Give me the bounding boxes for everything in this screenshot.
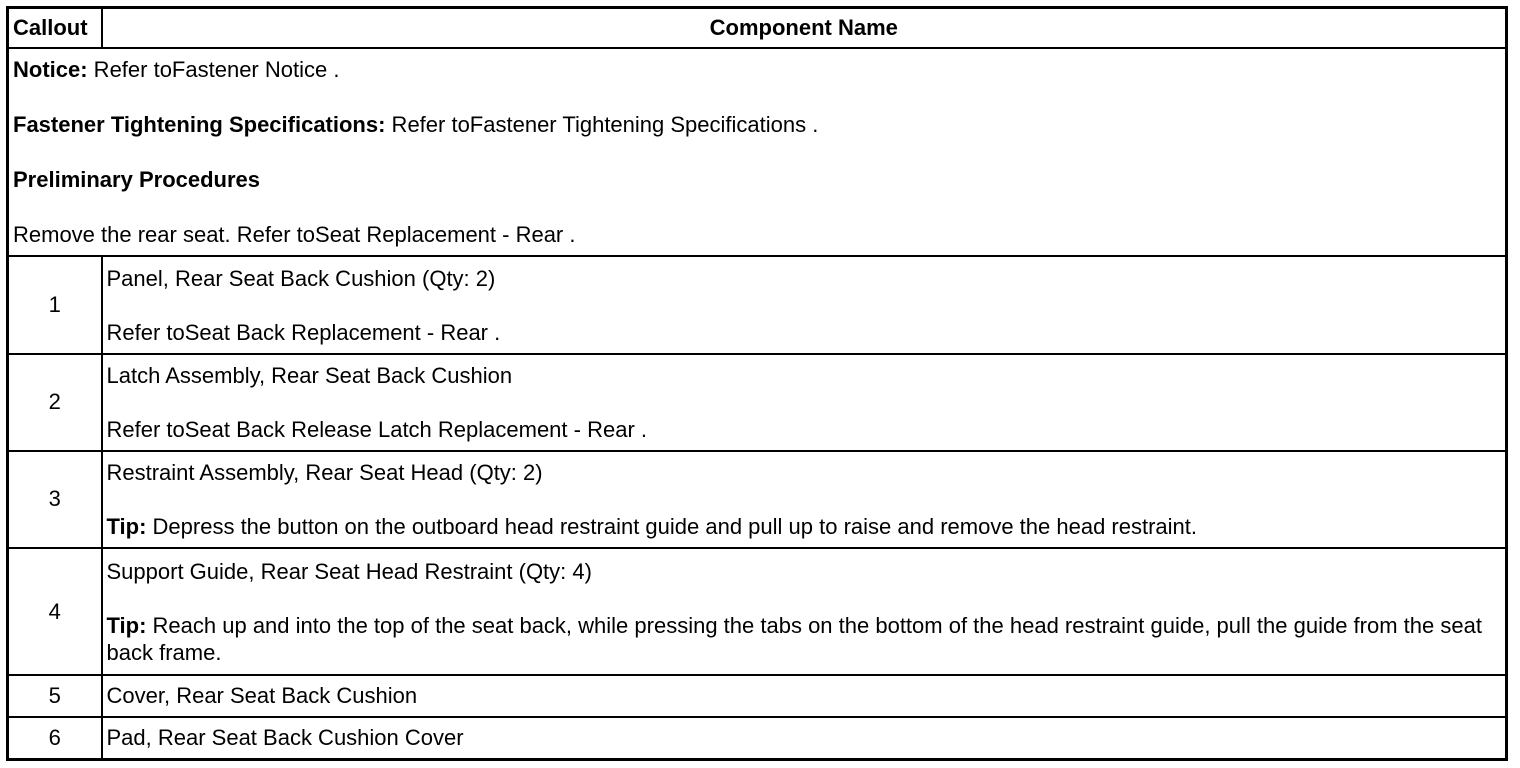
component-tip: Tip: Depress the button on the outboard head restraint guide and pull up to raise and remove the head restraint. xyxy=(106,513,1197,539)
component-cell xyxy=(102,451,1507,548)
callout-cell: 1 xyxy=(8,256,102,353)
fastener-spec-label: Fastener Tightening Specifications: xyxy=(13,112,386,138)
component-name: Restraint Assembly, Rear Seat Head (Qty: 2) xyxy=(106,459,543,485)
component-cell xyxy=(102,256,1507,353)
component-cell xyxy=(102,354,1507,451)
component-cell xyxy=(102,548,1507,675)
notice-line xyxy=(13,56,1501,83)
table-row xyxy=(8,451,1507,548)
preliminary-text: Remove the rear seat. Refer toSeat Replacement - Rear . xyxy=(13,222,576,248)
tip-label: Tip: xyxy=(106,513,147,539)
table-row xyxy=(8,717,1507,759)
preliminary-heading: Preliminary Procedures xyxy=(13,167,261,193)
callout-cell: 2 xyxy=(8,354,102,451)
callout-cell: 5 xyxy=(8,675,102,717)
notice-row xyxy=(8,48,1507,256)
component-name: Panel, Rear Seat Back Cushion (Qty: 2) xyxy=(106,265,496,291)
callout-column-header: Callout xyxy=(8,8,102,49)
component-name: Pad, Rear Seat Back Cushion Cover xyxy=(102,717,1507,759)
table-row xyxy=(8,354,1507,451)
table-row xyxy=(8,675,1507,717)
component-name-column-header: Component Name xyxy=(102,8,1507,49)
table-header-row xyxy=(8,8,1507,49)
component-name: Latch Assembly, Rear Seat Back Cushion xyxy=(106,362,513,388)
tip-label: Tip: xyxy=(106,612,147,638)
callout-cell: 6 xyxy=(8,717,102,759)
callout-cell: 3 xyxy=(8,451,102,548)
notice-label: Notice: xyxy=(13,57,88,83)
table-row xyxy=(8,548,1507,675)
fastener-spec-line xyxy=(13,111,1501,138)
fastener-spec-text: Refer toFastener Tightening Specifications . xyxy=(385,112,819,138)
component-note: Refer toSeat Back Replacement - Rear . xyxy=(106,319,501,345)
component-table xyxy=(6,6,1508,761)
component-tip: Tip: Reach up and into the top of the seat back, while pressing the tabs on the bottom of the head restraint guide, pull the guide from the seat back frame. xyxy=(106,612,1482,665)
callout-cell: 4 xyxy=(8,548,102,675)
table-row xyxy=(8,256,1507,353)
notice-cell xyxy=(8,48,1507,256)
component-name: Support Guide, Rear Seat Head Restraint (Qty: 4) xyxy=(106,558,592,584)
component-note: Refer toSeat Back Release Latch Replacement - Rear . xyxy=(106,416,647,442)
notice-text: Refer toFastener Notice . xyxy=(87,57,340,83)
component-name: Cover, Rear Seat Back Cushion xyxy=(102,675,1507,717)
